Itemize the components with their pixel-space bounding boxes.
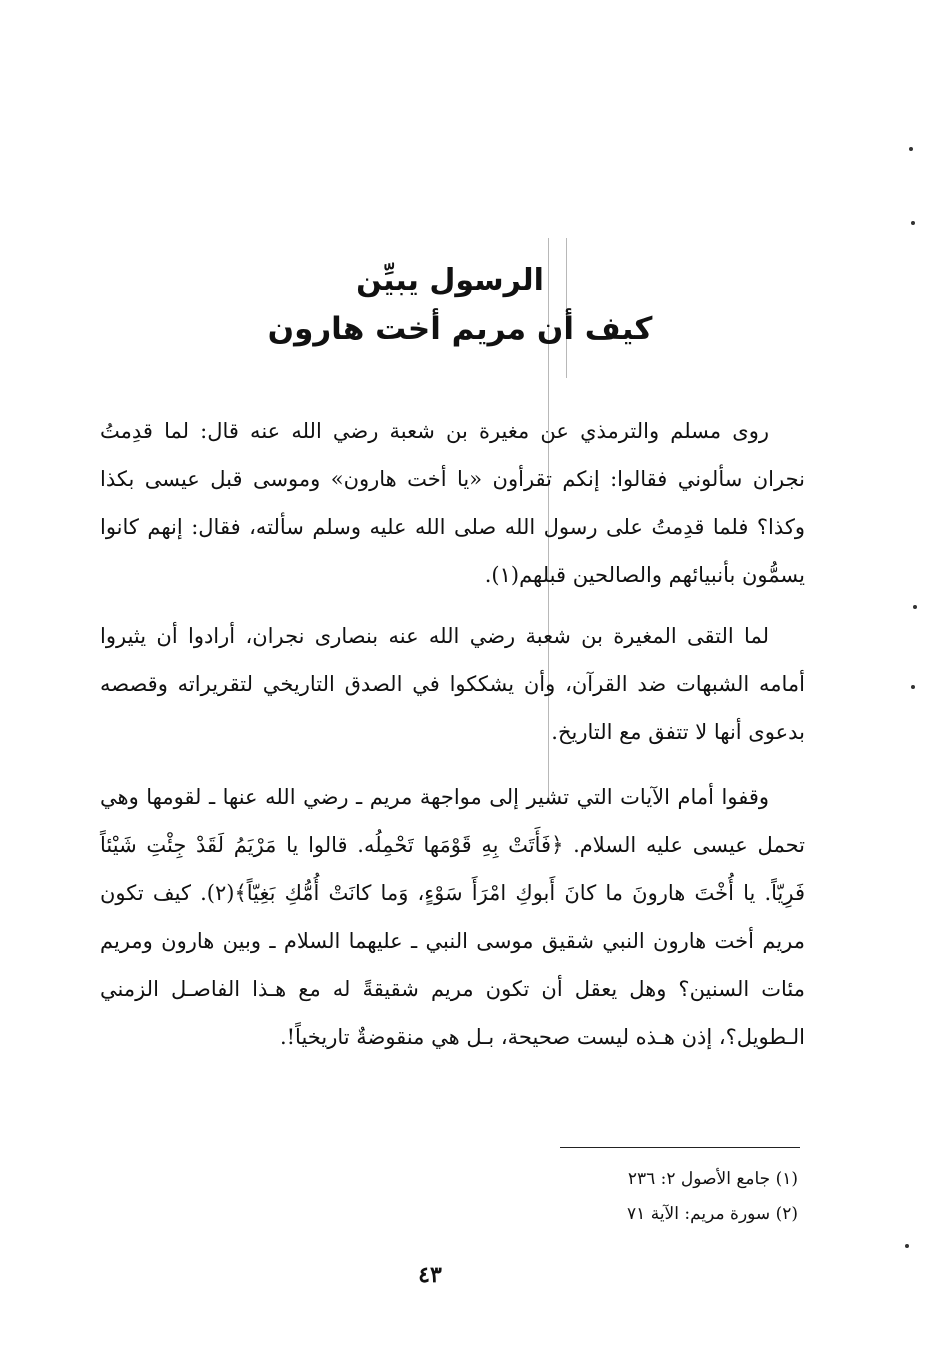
- scan-artifact-dot: [911, 221, 915, 225]
- page-number: ٤٣: [418, 1262, 442, 1288]
- footnote-divider: [560, 1147, 800, 1148]
- footnote-2: (٢) سورة مريم: الآية ٧١: [627, 1204, 798, 1224]
- footnote-1: (١) جامع الأصول ٢: ٢٣٦: [627, 1169, 798, 1189]
- scan-artifact-dot: [913, 605, 917, 609]
- paragraph-3: [100, 773, 805, 1061]
- paragraph-1-text: روى مسلم والترمذي عن مغيرة بن شعبة رضي الله عنه قال: لما قدِمتُ نجران سألوني فقالوا: إنكم تقرأون «يا أخت هارون» وموسى قبل عيسى بكذا وكذا؟ فلما قدِمتُ على رسول الله صلى الله عليه وسلم سألته، فقال: إنهم كانوا يسمُّون بأنبيائهم والصالحين قبلهم(١).: [100, 419, 805, 587]
- footnotes: [400, 1162, 798, 1232]
- title-line-1: الرسول يبيِّن: [356, 263, 544, 298]
- title-line-2: كيف أن مريم أخت هارون: [267, 311, 653, 347]
- paragraph-1: [100, 407, 805, 599]
- paragraph-2-text: لما التقى المغيرة بن شعبة رضي الله عنه بنصارى نجران، أرادوا أن يثيروا أمامه الشبهات ضد القرآن، وأن يشككوا في الصدق التاريخي لتقريراته وقصصه بدعوى أنها لا تتفق مع التاريخ.: [100, 624, 805, 744]
- scan-artifact-dot: [909, 147, 913, 151]
- scan-artifact-dot: [911, 685, 915, 689]
- paragraph-2: [100, 612, 805, 756]
- chapter-title: [160, 258, 780, 354]
- paragraph-3-text: وقفوا أمام الآيات التي تشير إلى مواجهة مريم ـ رضي الله عنها ـ لقومها وهي تحمل عيسى عليه السلام. ﴿فَأَتَتْ بِهِ قَوْمَها تَحْمِلُه. قالوا يا مَرْيَمُ لَقَدْ جِئْتِ شَيْئاً فَرِيّاً. يا أُخْتَ هارونَ ما كانَ أَبوكِ امْرَأَ سَوْءٍ، وَما كانَتْ أُمُّكِ بَغِيّاً﴾(٢). كيف تكون مريم أخت هارون النبي شقيق موسى النبي ـ عليهما السلام ـ وبين هارون ومريم مئات السنين؟ وهل يعقل أن تكون مريم شقيقةً له مع هـذا الفاصـل الزمني الـطويل؟، إذن هـذه ليست صحيحة، بـل هي منقوضةٌ تاريخياً!.: [100, 785, 806, 1049]
- scan-artifact-dot: [905, 1244, 909, 1248]
